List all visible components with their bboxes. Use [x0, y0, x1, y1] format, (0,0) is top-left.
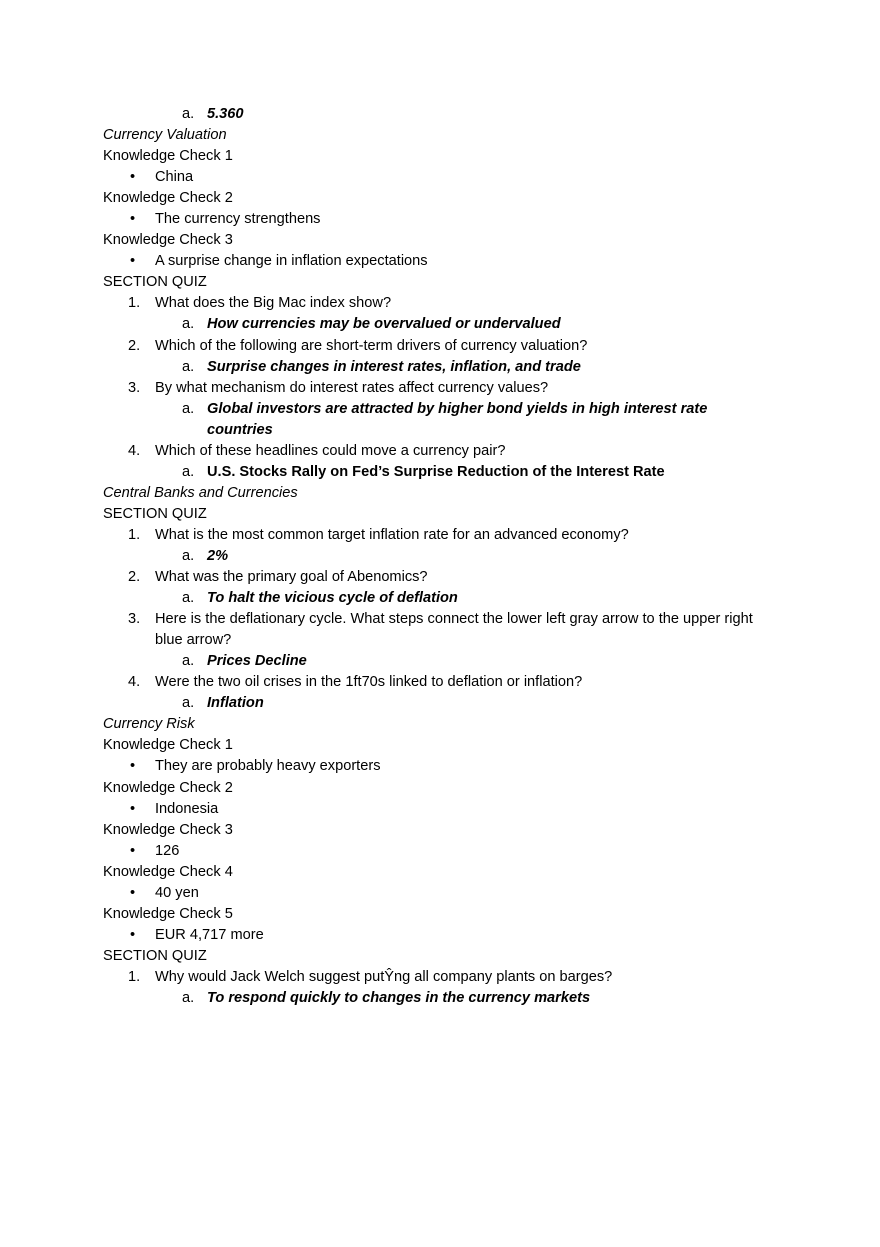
knowledge-check-label: Knowledge Check 5 [103, 905, 233, 922]
bullet-item: • China [130, 169, 194, 186]
quiz-answer: a. Global investors are attracted by higher bond yields in high interest rate countries [182, 400, 708, 438]
quiz-question: 3. By what mechanism do interest rates affect currency values? [128, 379, 549, 396]
quiz-answer: a. 2% [182, 547, 229, 564]
section-title: Central Banks and Currencies [103, 484, 298, 501]
bullet-item: • The currency strengthens [130, 211, 321, 228]
knowledge-check-label: Knowledge Check 3 [103, 821, 233, 838]
quiz-question: 1. Why would Jack Welch suggest putŶng all company plants on barges? [128, 968, 613, 985]
bullet-item: • EUR 4,717 more [130, 926, 264, 943]
quiz-question: 1. What is the most common target inflation rate for an advanced economy? [128, 526, 629, 543]
answer-item: a. 5.360 [182, 106, 244, 122]
section-quiz-label: SECTION QUIZ [103, 274, 207, 291]
section-title: Currency Risk [103, 716, 195, 733]
knowledge-check-label: Knowledge Check 4 [103, 863, 233, 880]
quiz-question: 2. What was the primary goal of Abenomics? [128, 569, 428, 586]
bullet-item: • A surprise change in inflation expectations [130, 253, 428, 270]
quiz-answer: a. To halt the vicious cycle of deflation [182, 590, 458, 607]
knowledge-check-label: Knowledge Check 1 [103, 737, 233, 754]
section-quiz-label: SECTION QUIZ [103, 947, 207, 964]
knowledge-check-label: Knowledge Check 2 [103, 779, 233, 796]
document-body [103, 104, 820, 1009]
quiz-question: 2. Which of the following are short-term drivers of currency valuation? [128, 337, 588, 354]
bullet-item: • 40 yen [130, 884, 199, 901]
knowledge-check-label: Knowledge Check 1 [103, 148, 233, 165]
bullet-item: • They are probably heavy exporters [130, 758, 381, 775]
quiz-answer: a. Inflation [182, 695, 264, 712]
knowledge-check-label: Knowledge Check 3 [103, 232, 233, 249]
quiz-answer: a. U.S. Stocks Rally on Fed’s Surprise Reduction of the Interest Rate [182, 463, 665, 480]
quiz-answer: a. Prices Decline [182, 653, 307, 670]
knowledge-check-label: Knowledge Check 2 [103, 190, 233, 207]
quiz-answer: a. How currencies may be overvalued or undervalued [182, 316, 561, 333]
quiz-question: 3. Here is the deflationary cycle. What steps connect the lower left gray arrow to the upper right blue arrow? [128, 611, 753, 649]
section-title: Currency Valuation [103, 127, 227, 144]
quiz-question: 4. Were the two oil crises in the 1ft70s linked to deflation or inflation? [128, 674, 583, 691]
section-quiz-label: SECTION QUIZ [103, 505, 207, 522]
quiz-question: 1. What does the Big Mac index show? [128, 295, 392, 312]
bullet-item: • Indonesia [130, 800, 219, 817]
quiz-answer: a. To respond quickly to changes in the currency markets [182, 989, 591, 1006]
quiz-question: 4. Which of these headlines could move a currency pair? [128, 442, 506, 459]
quiz-answer: a. Surprise changes in interest rates, inflation, and trade [182, 358, 581, 375]
bullet-item: • 126 [130, 842, 180, 859]
